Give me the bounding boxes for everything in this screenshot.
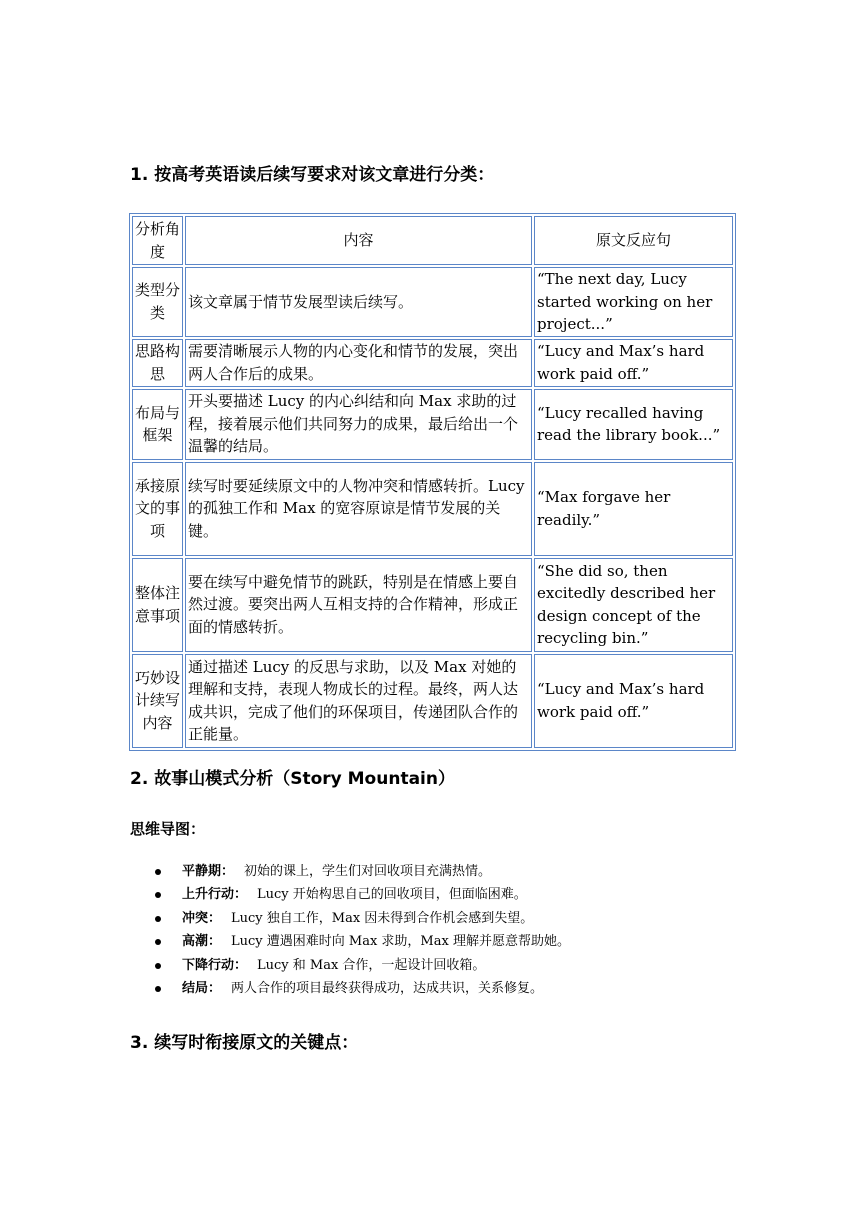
stage-label: 结局： (182, 980, 222, 996)
row-quote: “Lucy and Max’s hard work paid off.” (534, 654, 733, 748)
stage-description: 初始的课上，学生们对回收项目充满热情。 (244, 864, 492, 879)
section-1-heading: 1. 按高考英语读后续写要求对该文章进行分类： (130, 165, 495, 185)
bullet-icon (155, 869, 161, 875)
list-item (130, 860, 570, 883)
row-content: 该文章属于情节发展型读后续写。 (185, 267, 532, 337)
row-quote: “Max forgave her readily.” (534, 462, 733, 556)
list-item (130, 954, 570, 977)
table-header-row (132, 216, 733, 265)
stage-label: 下降行动： (182, 957, 248, 973)
bullet-icon (155, 892, 161, 898)
stage-description: Lucy 开始构思自己的回收项目，但面临困难。 (257, 887, 527, 903)
list-item (130, 930, 570, 953)
bullet-icon (155, 963, 161, 969)
table-row (132, 558, 733, 652)
stage-label: 平静期： (182, 864, 235, 879)
section-3-heading: 3. 续写时衔接原文的关键点： (130, 1033, 359, 1053)
table-row (132, 389, 733, 460)
row-angle: 巧妙设计续写内容 (132, 654, 183, 748)
bullet-icon (155, 986, 161, 992)
list-item (130, 883, 570, 906)
bullet-icon (155, 939, 161, 945)
bullet-icon (155, 916, 161, 922)
stage-label: 冲突： (182, 910, 222, 926)
row-quote: “Lucy recalled having read the library book...” (534, 389, 733, 460)
stage-label: 上升行动： (182, 887, 248, 903)
stage-label: 高潮： (182, 934, 222, 950)
row-angle: 布局与框架 (132, 389, 183, 460)
row-content: 要在续写中避免情节的跳跃，特别是在情感上要自然过渡。要突出两人互相支持的合作精神，形成正面的情感转折。 (185, 558, 532, 652)
list-item (130, 907, 570, 930)
analysis-table (129, 213, 736, 751)
stage-description: Lucy 遭遇困难时向 Max 求助，Max 理解并愿意帮助她。 (231, 934, 570, 950)
row-content: 续写时要延续原文中的人物冲突和情感转折。Lucy 的孤独工作和 Max 的宽容原谅是情节发展的关键。 (185, 462, 532, 556)
row-content: 需要清晰展示人物的内心变化和情节的发展，突出两人合作后的成果。 (185, 339, 532, 387)
stage-description: Lucy 和 Max 合作，一起设计回收箱。 (257, 957, 486, 973)
mindmap-list (130, 860, 570, 1000)
table-row (132, 339, 733, 387)
row-quote: “The next day, Lucy started working on her project...” (534, 267, 733, 337)
row-angle: 整体注意事项 (132, 558, 183, 652)
mindmap-title: 思维导图： (130, 820, 206, 838)
row-content: 通过描述 Lucy 的反思与求助，以及 Max 对她的理解和支持，表现人物成长的过程。最终，两人达成共识，完成了他们的环保项目，传递团队合作的正能量。 (185, 654, 532, 748)
stage-description: Lucy 独自工作，Max 因未得到合作机会感到失望。 (231, 910, 534, 926)
table-row (132, 462, 733, 556)
header-content: 内容 (185, 216, 532, 265)
row-content: 开头要描述 Lucy 的内心纠结和向 Max 求助的过程，接着展示他们共同努力的成果，最后给出一个温馨的结局。 (185, 389, 532, 460)
row-quote: “Lucy and Max’s hard work paid off.” (534, 339, 733, 387)
list-item (130, 977, 570, 1000)
table-row (132, 654, 733, 748)
header-quote: 原文反应句 (534, 216, 733, 265)
header-angle: 分析角度 (132, 216, 183, 265)
table-row (132, 267, 733, 337)
row-angle: 承接原文的事项 (132, 462, 183, 556)
section-2-heading: 2. 故事山模式分析（Story Mountain） (130, 769, 455, 789)
stage-description: 两人合作的项目最终获得成功，达成共识，关系修复。 (231, 980, 544, 996)
row-angle: 思路构思 (132, 339, 183, 387)
row-angle: 类型分类 (132, 267, 183, 337)
row-quote: “She did so, then excitedly described her design concept of the recycling bin.” (534, 558, 733, 652)
